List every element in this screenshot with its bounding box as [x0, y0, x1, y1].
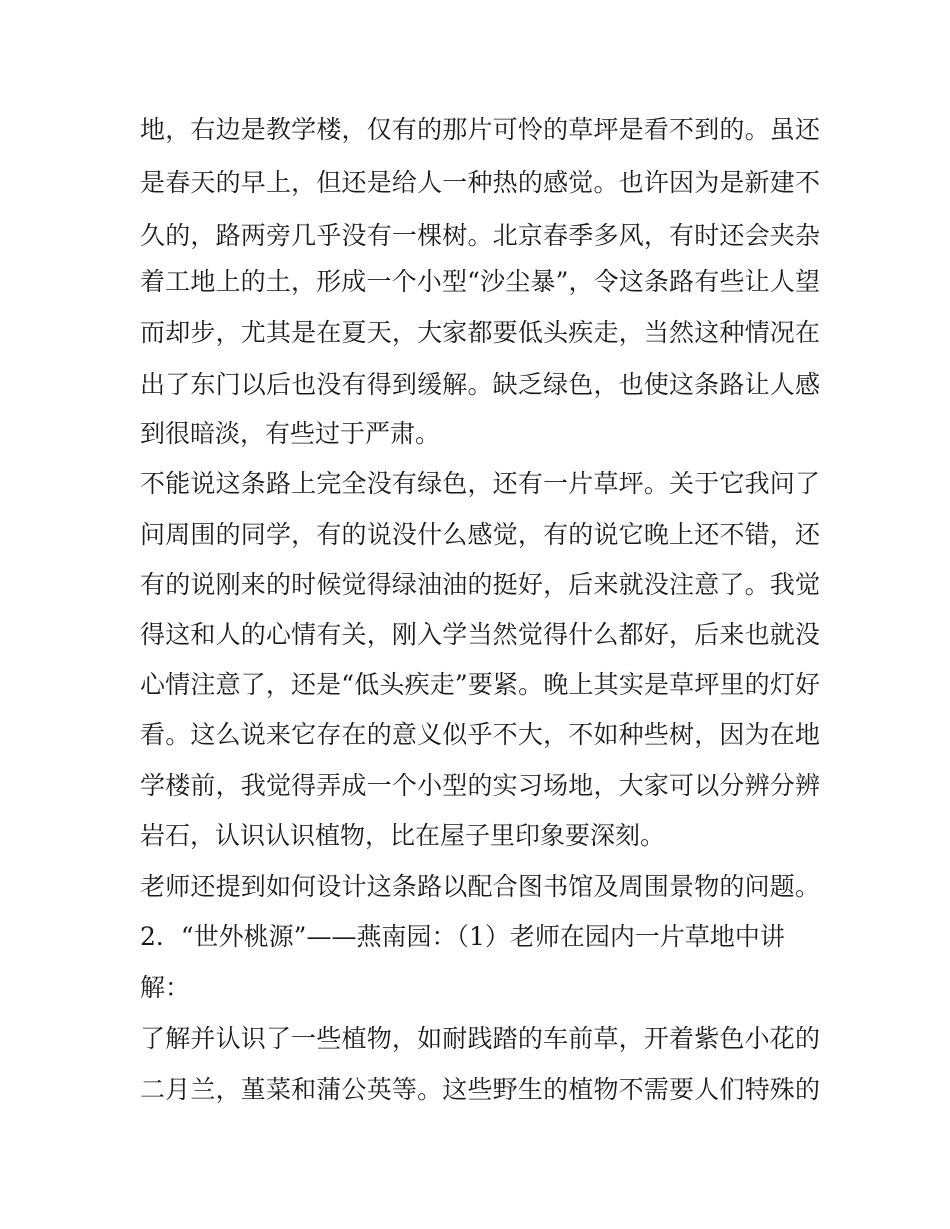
text-line-10: 有的说刚来的时候觉得绿油油的挺好，后来就没注意了。我觉 [140, 570, 820, 599]
text-line-9: 问周围的同学，有的说没什么感觉，有的说它晚上还不错，还 [140, 520, 820, 549]
text-line-11: 得这和人的心情有关，刚入学当然觉得什么都好，后来也就没 [140, 620, 820, 649]
text-line-17: 2．“世外桃源”——燕南园：（1）老师在园内一片草地中讲 [140, 922, 785, 951]
text-line-14: 学楼前，我觉得弄成一个小型的实习场地，大家可以分辨分辨 [140, 771, 820, 800]
text-line-19: 了解并认识了一些植物，如耐践踏的车前草，开着紫色小花的 [140, 1024, 820, 1053]
text-line-18: 解： [140, 973, 191, 1002]
text-line-20: 二月兰，堇菜和蒲公英等。这些野生的植物不需要人们特殊的 [140, 1075, 820, 1104]
text-line-6: 出了东门以后也没有得到缓解。缺乏绿色，也使这条路让人感 [140, 370, 820, 399]
text-line-12: 心情注意了，还是“低头疾走”要紧。晚上其实是草坪里的灯好 [140, 670, 820, 699]
text-line-15: 岩石，认识认识植物，比在屋子里印象要深刻。 [140, 821, 666, 850]
text-line-2: 是春天的早上，但还是给人一种热的感觉。也许因为是新建不 [140, 168, 820, 197]
text-line-8: 不能说这条路上完全没有绿色，还有一片草坪。关于它我问了 [140, 469, 820, 498]
text-line-13: 看。这么说来它存在的意义似乎不大，不如种些树，因为在地 [140, 720, 820, 749]
text-line-7: 到很暗淡，有些过于严肃。 [140, 419, 441, 448]
text-line-16: 老师还提到如何设计这条路以配合图书馆及周围景物的问题。 [140, 872, 820, 901]
text-line-5: 而却步，尤其是在夏天，大家都要低头疾走，当然这种情况在 [140, 318, 820, 347]
text-line-4: 着工地上的土，形成一个小型“沙尘暴”，令这条路有些让人望 [140, 267, 820, 296]
text-line-3: 久的，路两旁几乎没有一棵树。北京春季多风，有时还会夹杂 [140, 221, 820, 250]
text-line-1: 地，右边是教学楼，仅有的那片可怜的草坪是看不到的。虽还 [140, 115, 820, 144]
